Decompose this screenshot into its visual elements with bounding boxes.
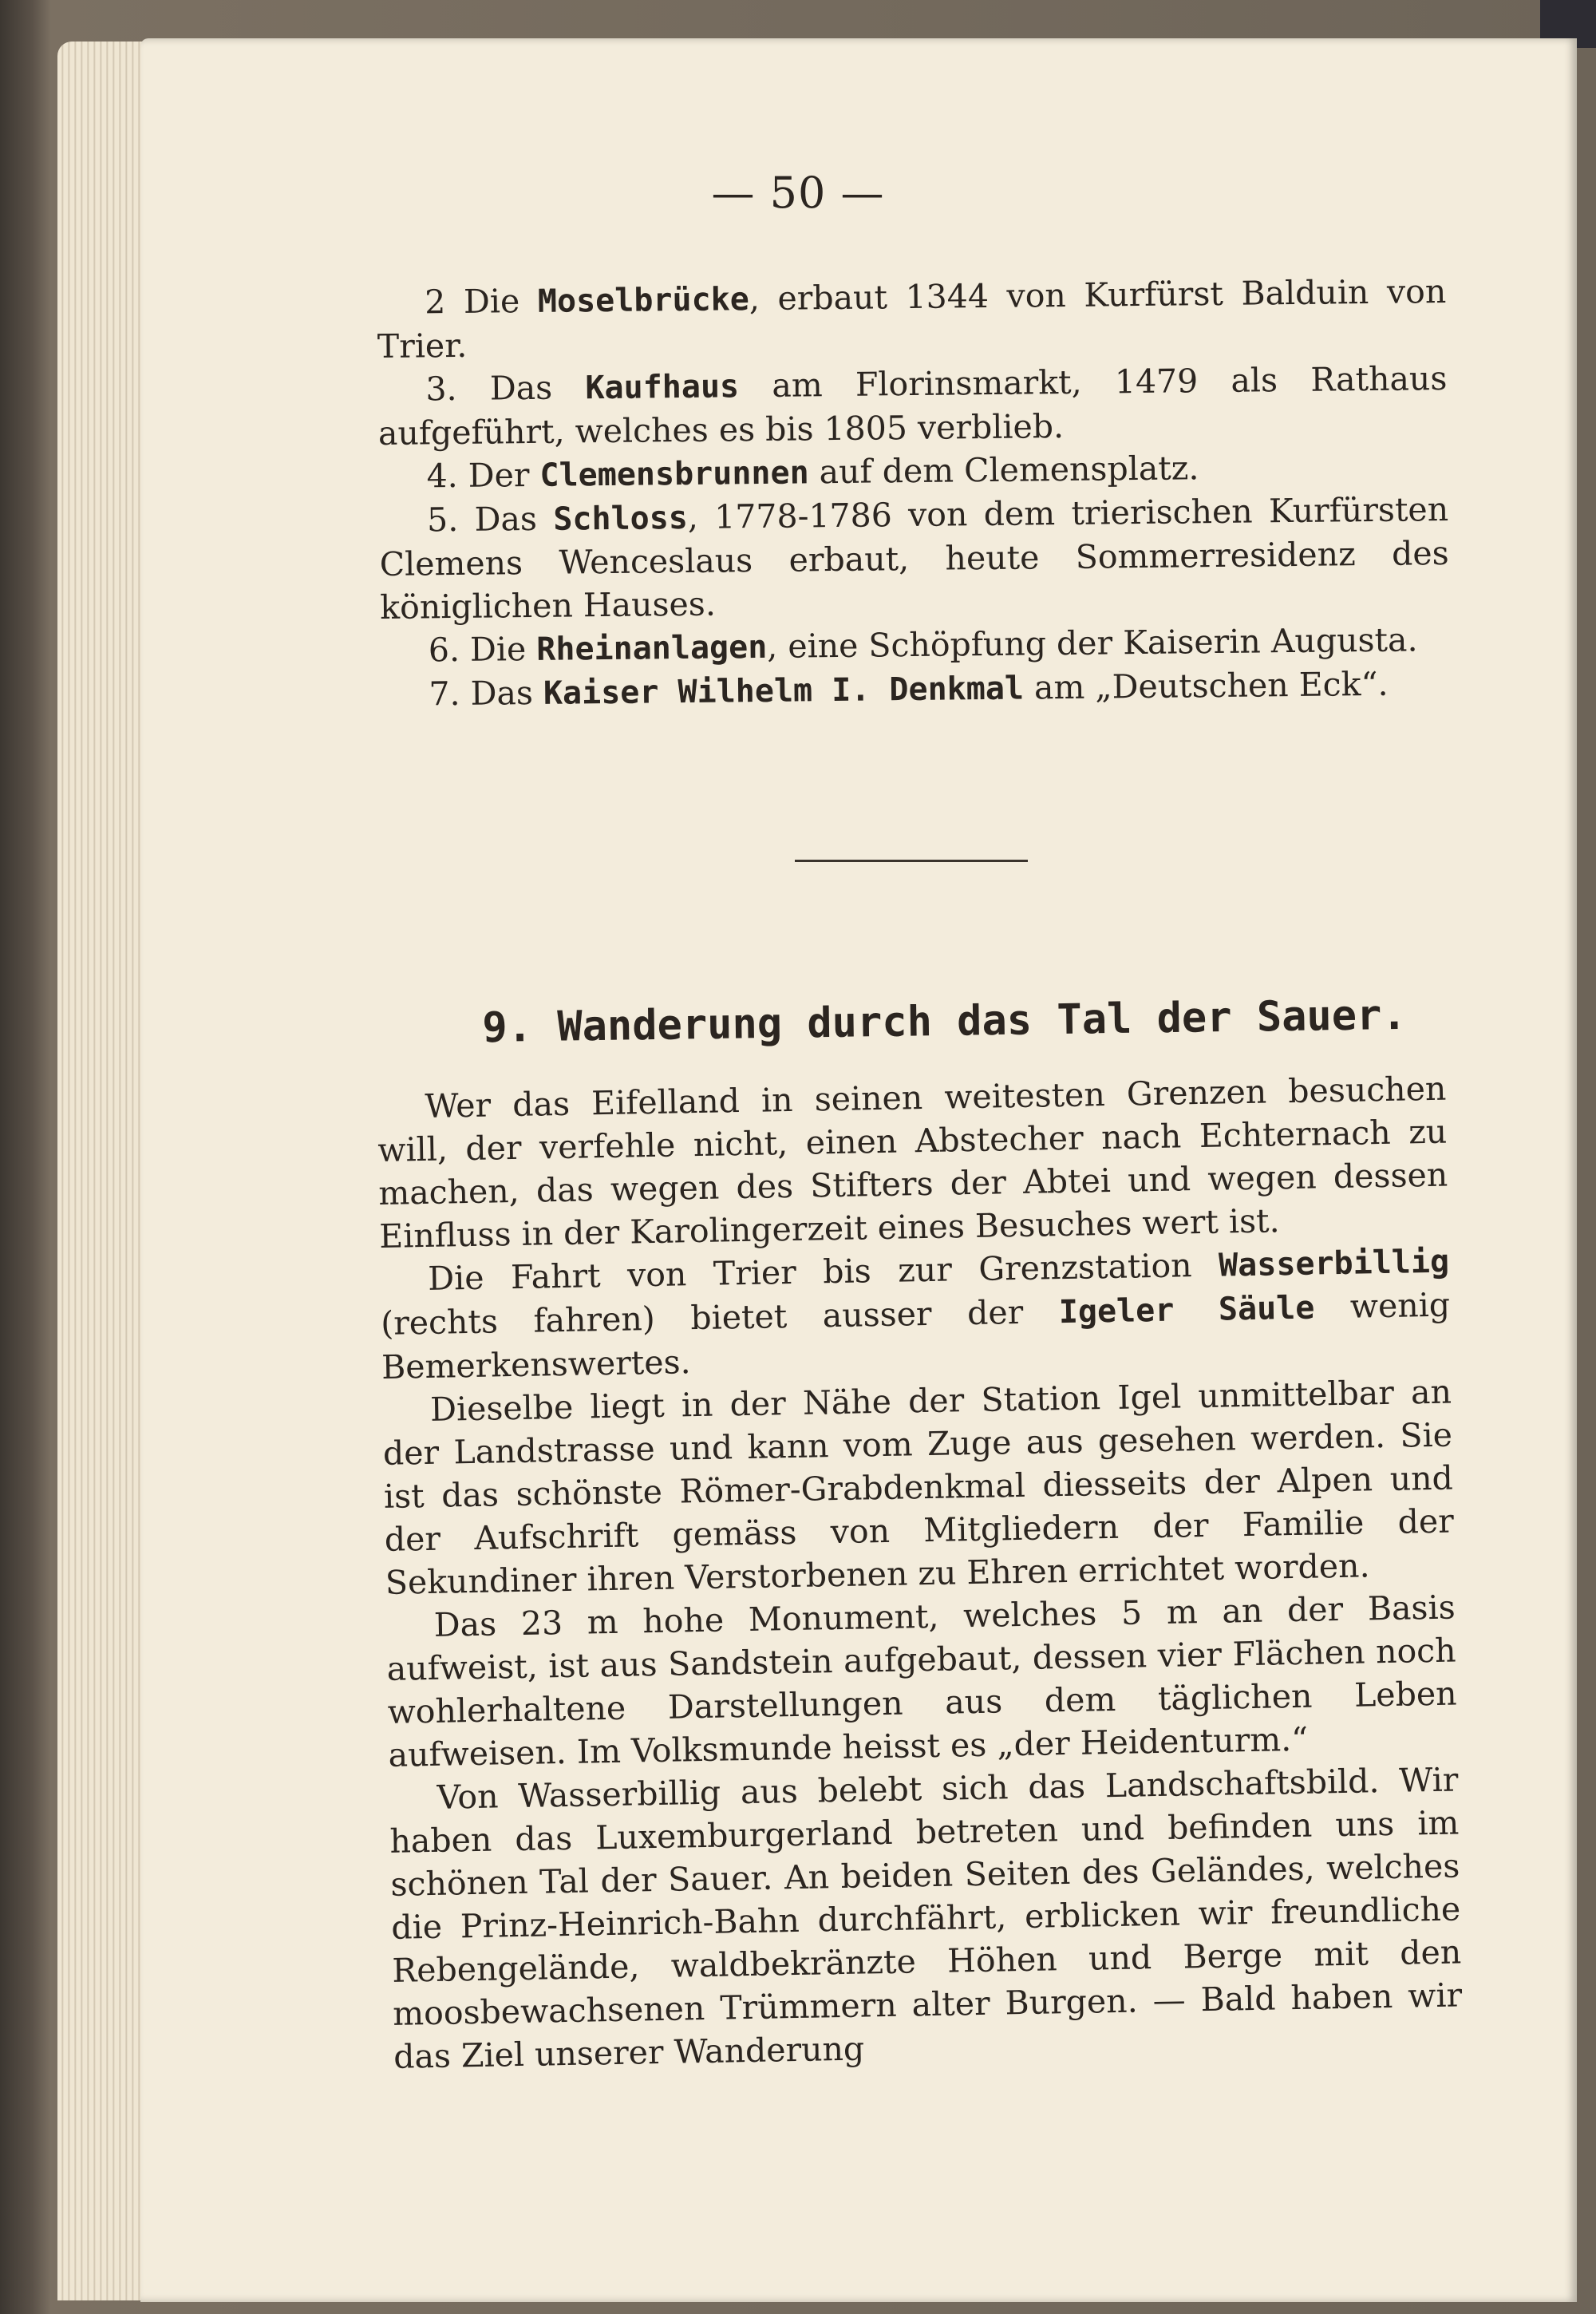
term-bold: Clemensbrunnen [539, 454, 809, 494]
section-body [377, 1067, 1464, 2079]
list-item: 2 Die Moselbrücke, erbaut 1344 von Kurfürst Balduin von Trier. [377, 271, 1447, 366]
paragraph: Dieselbe liegt in der Nähe der Station Igel unmittelbar an der Landstrasse und kann vom Zuge aus gesehen werden. Sie ist das schönste Römer-Grabdenkmal diesseits der Alpen und der Aufschrift gemäss von Mitgliedern der Familie der Sekundiner ihren Verstorbenen zu Ehren errichtet worden. [382, 1372, 1455, 1602]
sights-list [377, 270, 1451, 717]
term-bold: Kaufhaus [585, 368, 740, 407]
section-divider [795, 860, 1028, 862]
term-bold: Schloss [553, 499, 689, 538]
term-bold: Kaiser Wilhelm I. Denkmal [543, 670, 1025, 712]
paragraph: Die Fahrt von Trier bis zur Grenzstation Wasserbillig (rechts fahren) bietet ausser der Igeler Säule wenig Bemerkenswertes. [380, 1243, 1451, 1386]
list-item: 3. Das Kaufhaus am Florinsmarkt, 1479 als Rathaus aufgeführt, welches es bis 1805 verblieb. [377, 358, 1448, 453]
term-bold: Moselbrücke [537, 281, 750, 320]
list-item: 4. Der Clemensbrunnen auf dem Clemensplatz. [426, 449, 1199, 496]
term-bold: Rheinanlagen [536, 628, 768, 668]
term-bold: Igeler Säule [1058, 1289, 1315, 1331]
list-item: 5. Das Schloss, 1778-1786 von dem trierischen Kurfürsten Clemens Wenceslaus erbaut, heute Sommerresidenz des königlichen Hauses. [379, 489, 1449, 627]
term-bold: Wasserbillig [1218, 1243, 1450, 1284]
paragraph: Von Wasserbillig aus belebt sich das Landschaftsbild. Wir haben das Luxemburgerland betreten und befinden uns im schönen Tal der Sauer. An beiden Seiten des Geländes, welches die Prinz-Heinrich-Bahn durchfährt, erblicken wir freundliche Rebengelände, waldbekränzte Höhen und Berge mit den moosbewachsenen Trümmern alter Burgen. — Bald haben wir das Ziel unserer Wanderung [389, 1760, 1463, 2076]
page-number: — 50 — [711, 168, 885, 218]
list-item: 6. Die Rheinanlagen, eine Schöpfung der Kaiserin Augusta. [428, 620, 1418, 670]
paragraph: Das 23 m hohe Monument, welches 5 m an der Basis aufweist, ist aus Sandstein aufgebaut, dessen vier Flächen noch wohlerhaltene Darstellungen aus dem täglichen Leben aufweisen. Im Volksmunde heisst es „der Heidenturm.“ [386, 1588, 1457, 1774]
paragraph: Wer das Eifelland in seinen weitesten Grenzen besuchen will, der verfehle nicht, einen Abstecher nach Echternach zu machen, das wegen des Stifters der Abtei und wegen dessen Einfluss in der Karolingerzeit eines Besuches wert ist. [377, 1069, 1448, 1256]
section-heading: 9. Wanderung durch das Tal der Sauer. [482, 991, 1408, 1052]
list-item: 7. Das Kaiser Wilhelm I. Denkmal am „Deutschen Eck“. [429, 664, 1389, 714]
